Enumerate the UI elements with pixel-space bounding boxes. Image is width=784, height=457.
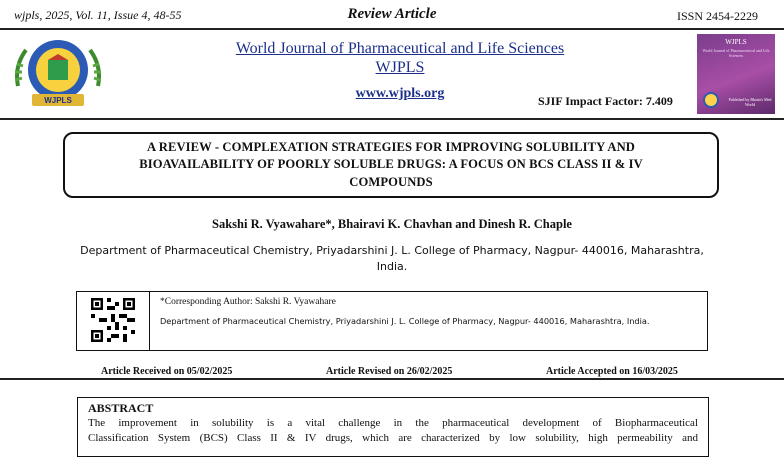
correspondence-divider: [149, 291, 150, 351]
affiliation-line: Department of Pharmaceutical Chemistry, Priyadarshini J. L. College of Pharmacy, Nagpur- 440016, Maharashtra,: [80, 244, 704, 257]
journal-abbreviation[interactable]: WJPLS: [375, 59, 425, 76]
authors: Sakshi R. Vyawahare*, Bhairavi K. Chavhan and Dinesh R. Chaple: [212, 217, 572, 231]
journal-title[interactable]: World Journal of Pharmaceutical and Life Sciences: [235, 40, 565, 57]
header-divider: [0, 118, 784, 120]
article-title-line: BIOAVAILABILITY OF POORLY SOLUBLE DRUGS: A FOCUS ON BCS CLASS II & IV: [139, 157, 643, 171]
date-accepted: Article Accepted on 16/03/2025: [546, 366, 678, 377]
article-type: Review Article: [347, 6, 437, 22]
abstract-line: The improvement in solubility is a vital challenge in the pharmaceutical development of Biopharmaceutical: [88, 417, 698, 429]
journal-logo: [12, 36, 104, 110]
cover-title: WJPLS: [725, 38, 747, 46]
article-title-line: COMPOUNDS: [349, 175, 433, 189]
journal-logo-text: WJPLS: [44, 96, 72, 105]
cover-subtitle: World Journal of Pharmaceutical and Life Sciences: [702, 48, 770, 58]
article-title-line: A REVIEW - COMPLEXATION STRATEGIES FOR IMPROVING SOLUBILITY AND: [147, 140, 635, 154]
abstract-line: Classification System (BCS) Class II & IV drugs, which are characterized by low solubility, high permeability and: [88, 432, 698, 444]
date-revised: Article Revised on 26/02/2025: [326, 366, 453, 377]
corresponding-author: *Corresponding Author: Sakshi R. Vyawahare: [160, 297, 336, 307]
dates-divider: [0, 378, 784, 380]
cover-publisher: Published by Bhatia's Med World: [728, 97, 772, 107]
qr-code-icon[interactable]: [91, 298, 135, 342]
corresponding-department: Department of Pharmaceutical Chemistry, Priyadarshini J. L. College of Pharmacy, Nagpur- 440016, Maharashtra, India.: [160, 316, 650, 326]
abstract-heading: ABSTRACT: [88, 401, 154, 415]
affiliation-line: India.: [376, 260, 408, 273]
impact-factor: SJIF Impact Factor: 7.409: [538, 94, 673, 108]
date-received: Article Received on 05/02/2025: [101, 366, 233, 377]
journal-url-link[interactable]: www.wjpls.org: [355, 86, 445, 101]
top-divider: [0, 28, 784, 30]
journal-citation: wjpls, 2025, Vol. 11, Issue 4, 48-55: [14, 8, 182, 22]
issn: ISSN 2454-2229: [676, 9, 758, 23]
cover-badge-icon: [703, 92, 719, 108]
